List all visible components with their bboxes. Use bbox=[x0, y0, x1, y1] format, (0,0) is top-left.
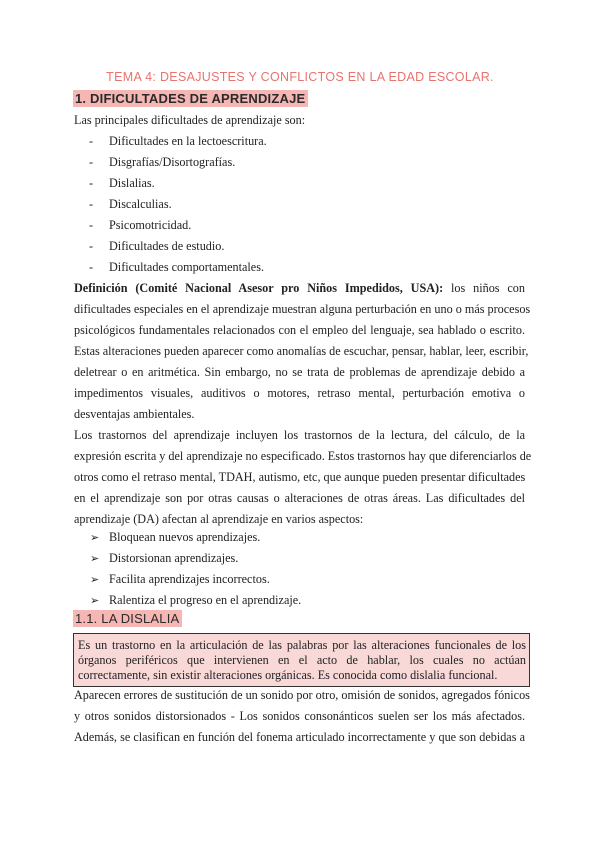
dash-bullet: - bbox=[89, 134, 94, 148]
intro-text: Las principales dificultades de aprendizaje son: bbox=[74, 113, 306, 127]
section-heading-dificultades: 1. DIFICULTADES DE APRENDIZAJE bbox=[73, 90, 308, 107]
document-title: TEMA 4: DESAJUSTES Y CONFLICTOS EN LA EDAD ESCOLAR. bbox=[106, 70, 494, 84]
list-item: - Disgrafías/Disortografías. bbox=[89, 152, 267, 173]
arrow-bullet-icon: ➢ bbox=[90, 531, 100, 544]
list-item: - Dificultades de estudio. bbox=[89, 236, 267, 257]
difficulties-list bbox=[89, 131, 267, 278]
section-heading-dislalia: 1.1. LA DISLALIA bbox=[73, 610, 182, 627]
list-item: - Discalculias. bbox=[89, 194, 267, 215]
dash-bullet: - bbox=[89, 239, 94, 253]
arrow-bullet-icon: ➢ bbox=[90, 573, 100, 586]
dash-bullet: - bbox=[89, 155, 94, 169]
arrow-bullet-icon: ➢ bbox=[90, 594, 100, 607]
list-item: - Dificultades comportamentales. bbox=[89, 257, 267, 278]
aspects-list bbox=[90, 527, 301, 611]
definition-label: Definición (Comité Nacional Asesor pro Niños Impedidos, USA): bbox=[74, 281, 444, 295]
list-item: ➢ Distorsionan aprendizajes. bbox=[90, 548, 301, 569]
list-item: ➢ Facilita aprendizajes incorrectos. bbox=[90, 569, 301, 590]
list-item: - Dislalias. bbox=[89, 173, 267, 194]
definition-box: Es un trastorno en la articulación de las palabras por las alteraciones funcionales de los órganos periféricos que intervienen en el acto de hablar, los cuales no actúan correctamente, sin existir alteraciones orgánicas. Es conocida como dislalia funcional. bbox=[73, 633, 530, 687]
list-item: ➢ Bloquean nuevos aprendizajes. bbox=[90, 527, 301, 548]
dash-bullet: - bbox=[89, 197, 94, 211]
dash-bullet: - bbox=[89, 176, 94, 190]
trastornos-paragraph: Los trastornos del aprendizaje incluyen los trastornos de la lectura, del cálculo, de la expresión escrita y del aprendizaje no especificado. Estos trastornos hay que diferenciarlos de otros como el retraso mental, TDAH, autismo, etc, que aunque pueden presentar dificultades en el aprendizaje son por otras causas o alteraciones de otras áreas. Las dificultades del aprendizaje (DA) afectan al aprendizaje en varios aspectos: bbox=[74, 428, 532, 526]
dislalia-paragraph: Aparecen errores de sustitución de un sonido por otro, omisión de sonidos, agregados fónicos y otros sonidos distorsionados - Los sonidos consonánticos suelen ser los más afectados. Además, se clasifican en función del fonema articulado incorrectamente y que son debidas a bbox=[74, 688, 530, 744]
definition-paragraph: Definición (Comité Nacional Asesor pro Niños Impedidos, USA): los niños con dificultades especiales en el aprendizaje muestran alguna perturbación en uno o más procesos psicológicos fundamentales relacionados con el empleo del lenguaje, sea hablado o escrito. Estas alteraciones pueden aparecer como anomalías de escuchar, pensar, hablar, leer, escribir, deletrear o en aritmética. Sin embargo, no se trata de problemas de aprendizaje debido a impedimentos visuales, auditivos o motores, retraso mental, perturbación emotiva o desventajas ambientales. bbox=[74, 281, 531, 421]
arrow-bullet-icon: ➢ bbox=[90, 552, 100, 565]
list-item: - Psicomotricidad. bbox=[89, 215, 267, 236]
list-item: - Dificultades en la lectoescritura. bbox=[89, 131, 267, 152]
dash-bullet: - bbox=[89, 218, 94, 232]
list-item: ➢ Ralentiza el progreso en el aprendizaje. bbox=[90, 590, 301, 611]
dash-bullet: - bbox=[89, 260, 94, 274]
